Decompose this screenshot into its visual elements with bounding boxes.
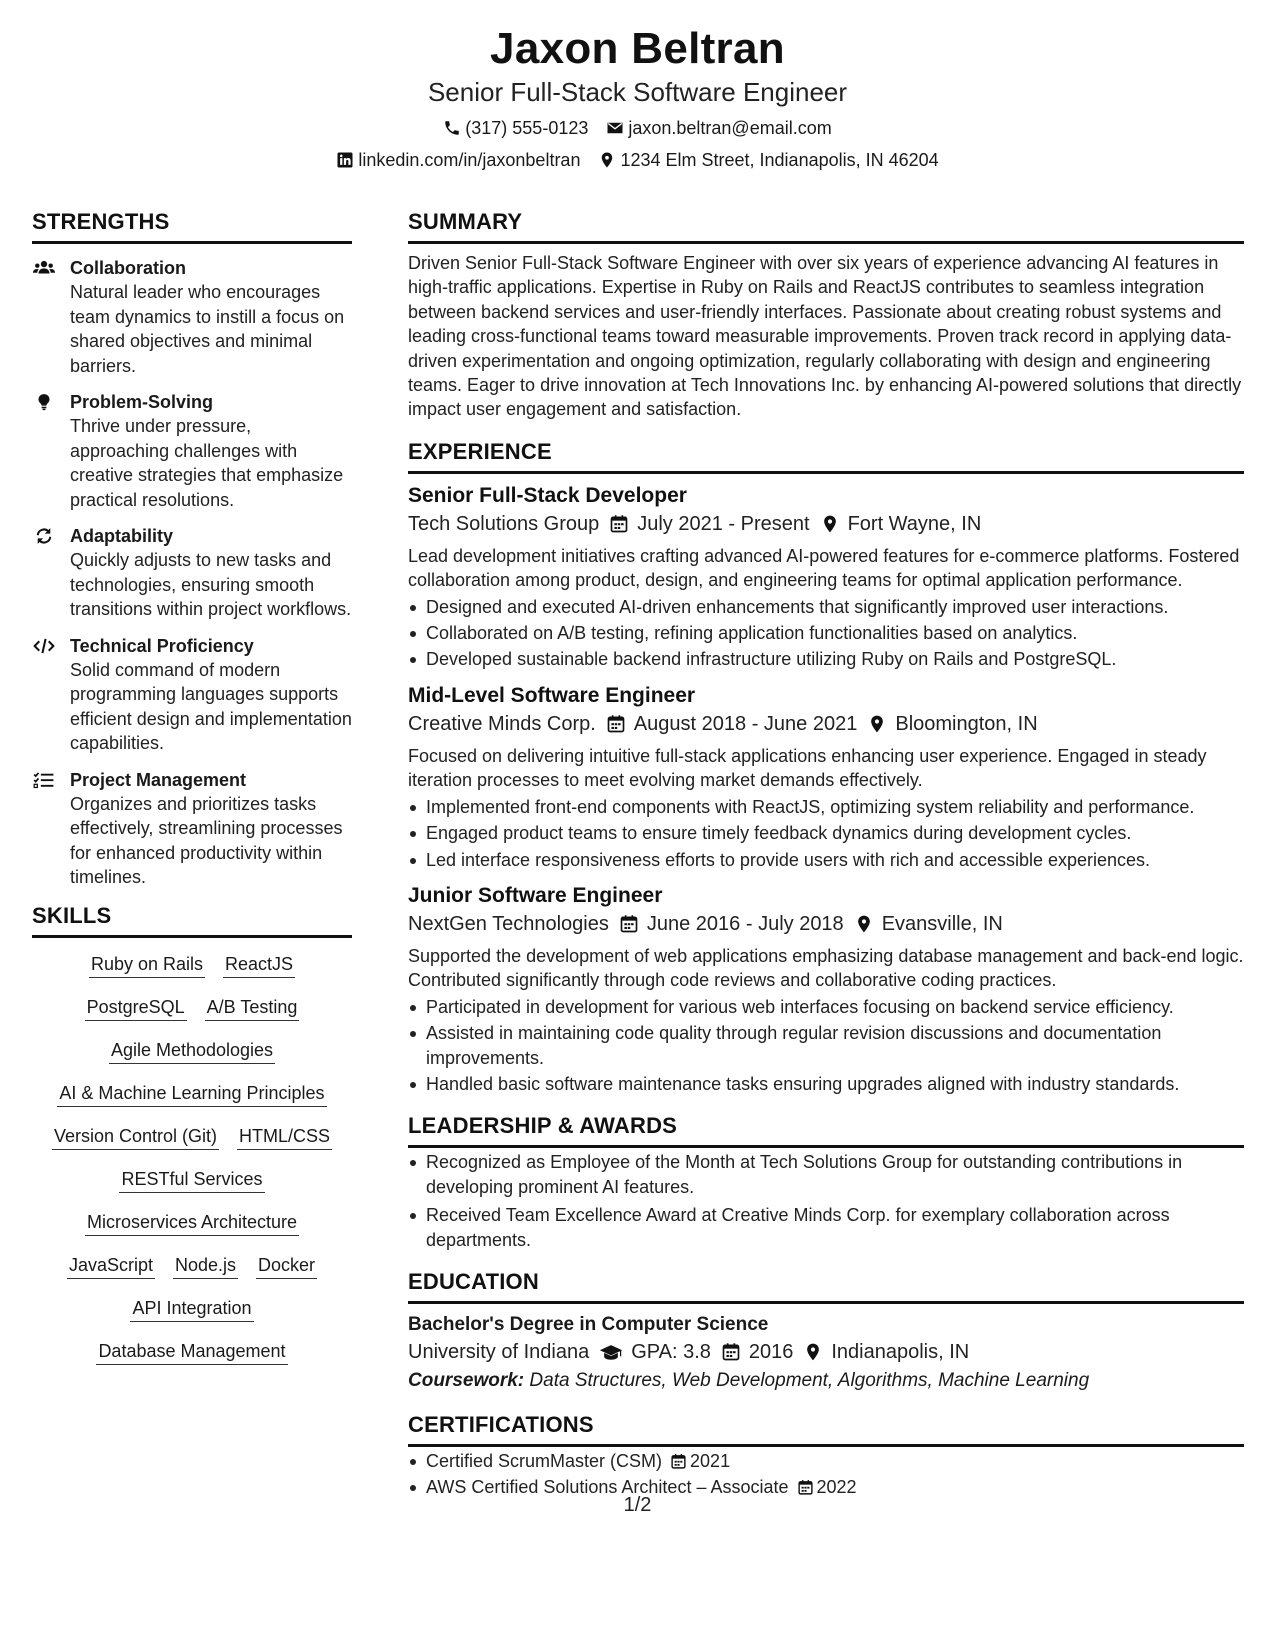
coursework-list: Data Structures, Web Development, Algorithms, Machine Learning bbox=[529, 1369, 1090, 1391]
experience-section bbox=[408, 438, 1244, 1097]
school-location: Indianapolis, IN bbox=[831, 1340, 970, 1363]
list-item: Recognized as Employee of the Month at Tech Solutions Group for outstanding contributions in developing prominent AI features. bbox=[408, 1150, 1244, 1199]
strength-desc: Organizes and prioritizes tasks effectively, streamlining processes for enhanced productivity within timelines. bbox=[70, 793, 343, 887]
strength-desc: Natural leader who encourages team dynamics to instill a focus on shared objectives and minimal barriers. bbox=[70, 282, 345, 376]
awards-list bbox=[408, 1150, 1244, 1252]
coursework bbox=[408, 1367, 1244, 1395]
skill-tag: RESTful Services bbox=[119, 1167, 264, 1193]
skill-tag: JavaScript bbox=[67, 1253, 155, 1279]
strength-item bbox=[32, 768, 352, 890]
summary-text: Driven Senior Full-Stack Software Engineer with over six years of experience advancing AI features in high-traffic applications. Expertise in Ruby on Rails and ReactJS contributes to seamless integration between backend services and user-friendly interfaces. Passionate about creating robust systems and leading cross-functional teams toward measurable improvements. Proven track record in applying data-driven experimentation and ongoing optimization, regularly collaborating with design and engineering teams. Eager to drive innovation at Tech Innovations Inc. by enhancing AI-powered solutions that directly impact user engagement and satisfaction. bbox=[408, 253, 1242, 420]
skill-tag: ReactJS bbox=[223, 952, 295, 978]
job-bullets bbox=[408, 595, 1244, 672]
experience-title: EXPERIENCE bbox=[408, 438, 1244, 474]
skills-title: SKILLS bbox=[32, 902, 352, 938]
job-bullets bbox=[408, 995, 1244, 1097]
candidate-headline: Senior Full-Stack Software Engineer bbox=[427, 77, 848, 107]
linkedin-text: linkedin.com/in/jaxonbeltran bbox=[358, 150, 581, 170]
strengths-title: STRENGTHS bbox=[32, 208, 352, 244]
list-item: Handled basic software maintenance tasks ensuring upgrades aligned with industry standards. bbox=[408, 1072, 1244, 1096]
graduation-year: 2016 bbox=[748, 1340, 794, 1363]
gpa: GPA: 3.8 bbox=[631, 1340, 711, 1363]
list-item: Led interface responsiveness efforts to provide users with rich and accessible experiences. bbox=[408, 848, 1244, 872]
job-dates: June 2016 - July 2018 bbox=[646, 912, 844, 935]
education-entry bbox=[408, 1312, 1244, 1395]
skill-row bbox=[32, 1167, 352, 1193]
skill-tag: Version Control (Git) bbox=[52, 1124, 219, 1150]
skill-tag: Docker bbox=[256, 1253, 317, 1279]
address-contact bbox=[598, 149, 938, 171]
contact-row-1 bbox=[0, 117, 1275, 139]
linkedin-icon bbox=[336, 151, 354, 169]
certifications-section bbox=[408, 1411, 1244, 1500]
summary-title: SUMMARY bbox=[408, 208, 1244, 244]
skill-tag: AI & Machine Learning Principles bbox=[57, 1081, 326, 1107]
resume-columns bbox=[32, 208, 1244, 1502]
education-title: EDUCATION bbox=[408, 1268, 1244, 1304]
school-name: University of Indiana bbox=[408, 1340, 590, 1363]
list-item: Developed sustainable backend infrastructure utilizing Ruby on Rails and PostgreSQL. bbox=[408, 647, 1244, 671]
strength-desc: Thrive under pressure, approaching challenges with creative strategies that emphasize practical resolutions. bbox=[70, 416, 344, 510]
skill-row bbox=[32, 1081, 352, 1107]
job-meta bbox=[408, 710, 1244, 738]
job-entry bbox=[408, 682, 1244, 872]
linkedin-contact[interactable] bbox=[336, 149, 580, 171]
calendar-icon bbox=[619, 914, 639, 934]
skill-tag: PostgreSQL bbox=[85, 995, 187, 1021]
envelope-icon bbox=[606, 119, 624, 137]
job-company: Tech Solutions Group bbox=[408, 512, 600, 535]
job-description: Supported the development of web applications emphasizing database management and back-end logic. Contributed significantly through code reviews and collaborative coding practices. bbox=[408, 945, 1244, 991]
resume-header bbox=[0, 0, 1275, 171]
graduation-cap-icon bbox=[599, 1342, 623, 1362]
right-column bbox=[408, 208, 1244, 1502]
job-meta bbox=[408, 910, 1244, 938]
users-icon bbox=[33, 259, 55, 277]
list-item: Received Team Excellence Award at Creative Minds Corp. for exemplary collaboration across departments. bbox=[408, 1203, 1244, 1252]
strength-desc: Quickly adjusts to new tasks and technologies, ensuring smooth transitions within project workflows. bbox=[70, 550, 352, 619]
phone-icon bbox=[443, 119, 461, 137]
job-dates: August 2018 - June 2021 bbox=[633, 712, 858, 735]
list-item: Collaborated on A/B testing, refining application functionalities based on analytics. bbox=[408, 621, 1244, 645]
job-company: Creative Minds Corp. bbox=[408, 712, 596, 735]
skill-row bbox=[32, 1296, 352, 1322]
phone-text: (317) 555-0123 bbox=[465, 118, 589, 138]
cert-year: 2022 bbox=[816, 1477, 857, 1498]
address-text: 1234 Elm Street, Indianapolis, IN 46204 bbox=[620, 150, 939, 170]
skill-row bbox=[32, 1253, 352, 1279]
education-section bbox=[408, 1268, 1244, 1395]
job-location: Evansville, IN bbox=[881, 912, 1003, 935]
page-number: 1/2 bbox=[623, 1494, 652, 1516]
job-title: Mid-Level Software Engineer bbox=[408, 683, 696, 707]
skill-tag: API Integration bbox=[130, 1296, 253, 1322]
tasks-icon bbox=[33, 771, 55, 789]
job-entry bbox=[408, 482, 1244, 672]
job-dates: July 2021 - Present bbox=[637, 512, 810, 535]
strengths-list bbox=[32, 256, 352, 890]
job-description: Lead development initiatives crafting advanced AI-powered features for e-commerce platforms. Fostered collaboration among product, design, and engineering teams for optimal application performance. bbox=[408, 545, 1240, 591]
skill-row bbox=[32, 1339, 352, 1365]
skill-tag: Node.js bbox=[173, 1253, 238, 1279]
email-contact[interactable] bbox=[606, 117, 831, 139]
job-meta bbox=[408, 510, 1244, 538]
phone-contact[interactable] bbox=[443, 117, 588, 139]
leadership-title: LEADERSHIP & AWARDS bbox=[408, 1112, 1244, 1148]
list-item: Engaged product teams to ensure timely feedback dynamics during development cycles. bbox=[408, 821, 1244, 845]
job-company: NextGen Technologies bbox=[408, 912, 609, 935]
job-bullets bbox=[408, 795, 1244, 872]
job-title: Junior Software Engineer bbox=[408, 883, 663, 907]
strength-item bbox=[32, 634, 352, 756]
strength-desc: Solid command of modern programming languages supports efficient design and implementation capabilities. bbox=[70, 659, 352, 753]
map-marker-icon bbox=[820, 514, 840, 534]
list-item: Participated in development for various web interfaces focusing on backend service efficiency. bbox=[408, 995, 1244, 1019]
skill-tag: Ruby on Rails bbox=[89, 952, 205, 978]
job-entry bbox=[408, 882, 1244, 1096]
calendar-icon bbox=[609, 514, 629, 534]
sync-icon bbox=[33, 527, 55, 545]
skills-list bbox=[32, 952, 352, 1365]
strength-title: Project Management bbox=[70, 769, 247, 790]
certifications-title: CERTIFICATIONS bbox=[408, 1411, 1244, 1447]
map-marker-icon bbox=[803, 1342, 823, 1362]
skill-row bbox=[32, 1124, 352, 1150]
strength-title: Technical Proficiency bbox=[70, 635, 254, 656]
calendar-icon bbox=[721, 1342, 741, 1362]
contact-row-2 bbox=[0, 149, 1275, 171]
email-text: jaxon.beltran@email.com bbox=[628, 118, 832, 138]
strength-item bbox=[32, 390, 352, 512]
job-location: Bloomington, IN bbox=[895, 712, 1038, 735]
skill-row bbox=[32, 995, 352, 1021]
leadership-section bbox=[408, 1112, 1244, 1252]
calendar-icon bbox=[670, 1453, 687, 1470]
education-meta bbox=[408, 1338, 1244, 1366]
strength-title: Adaptability bbox=[70, 526, 174, 546]
skill-tag: A/B Testing bbox=[205, 995, 300, 1021]
strength-title: Problem-Solving bbox=[70, 392, 214, 412]
strength-item bbox=[32, 256, 352, 378]
map-marker-icon bbox=[854, 914, 874, 934]
lightbulb-icon bbox=[33, 393, 55, 411]
skill-tag: Database Management bbox=[96, 1339, 287, 1365]
skill-row bbox=[32, 1210, 352, 1236]
skill-tag: Agile Methodologies bbox=[109, 1038, 275, 1064]
job-title: Senior Full-Stack Developer bbox=[408, 483, 687, 507]
strength-title: Collaboration bbox=[70, 258, 186, 278]
degree-title: Bachelor's Degree in Computer Science bbox=[408, 1313, 769, 1335]
skill-row bbox=[32, 952, 352, 978]
cert-name: Certified ScrumMaster (CSM) bbox=[426, 1450, 663, 1471]
map-marker-icon bbox=[867, 714, 887, 734]
cert-year: 2021 bbox=[690, 1450, 731, 1471]
job-description: Focused on delivering intuitive full-stack applications enhancing user experience. Engaged in steady iteration processes to meet evolving market demands effectively. bbox=[408, 745, 1207, 791]
list-item bbox=[408, 1449, 1244, 1473]
calendar-icon bbox=[606, 714, 626, 734]
candidate-name: Jaxon Beltran bbox=[490, 24, 785, 73]
code-icon bbox=[33, 637, 55, 655]
skill-tag: HTML/CSS bbox=[237, 1124, 332, 1150]
list-item: Designed and executed AI-driven enhancements that significantly improved user interactions. bbox=[408, 595, 1244, 619]
strength-item bbox=[32, 524, 352, 622]
left-column bbox=[32, 208, 352, 1502]
map-marker-icon bbox=[598, 151, 616, 169]
job-location: Fort Wayne, IN bbox=[847, 512, 982, 535]
skill-row bbox=[32, 1038, 352, 1064]
list-item: Implemented front-end components with ReactJS, optimizing system reliability and performance. bbox=[408, 795, 1244, 819]
cert-name: AWS Certified Solutions Architect – Associate bbox=[426, 1477, 789, 1498]
coursework-label: Coursework: bbox=[408, 1369, 525, 1391]
list-item: Assisted in maintaining code quality through regular revision discussions and documentation improvements. bbox=[408, 1021, 1244, 1070]
skill-tag: Microservices Architecture bbox=[85, 1210, 299, 1236]
